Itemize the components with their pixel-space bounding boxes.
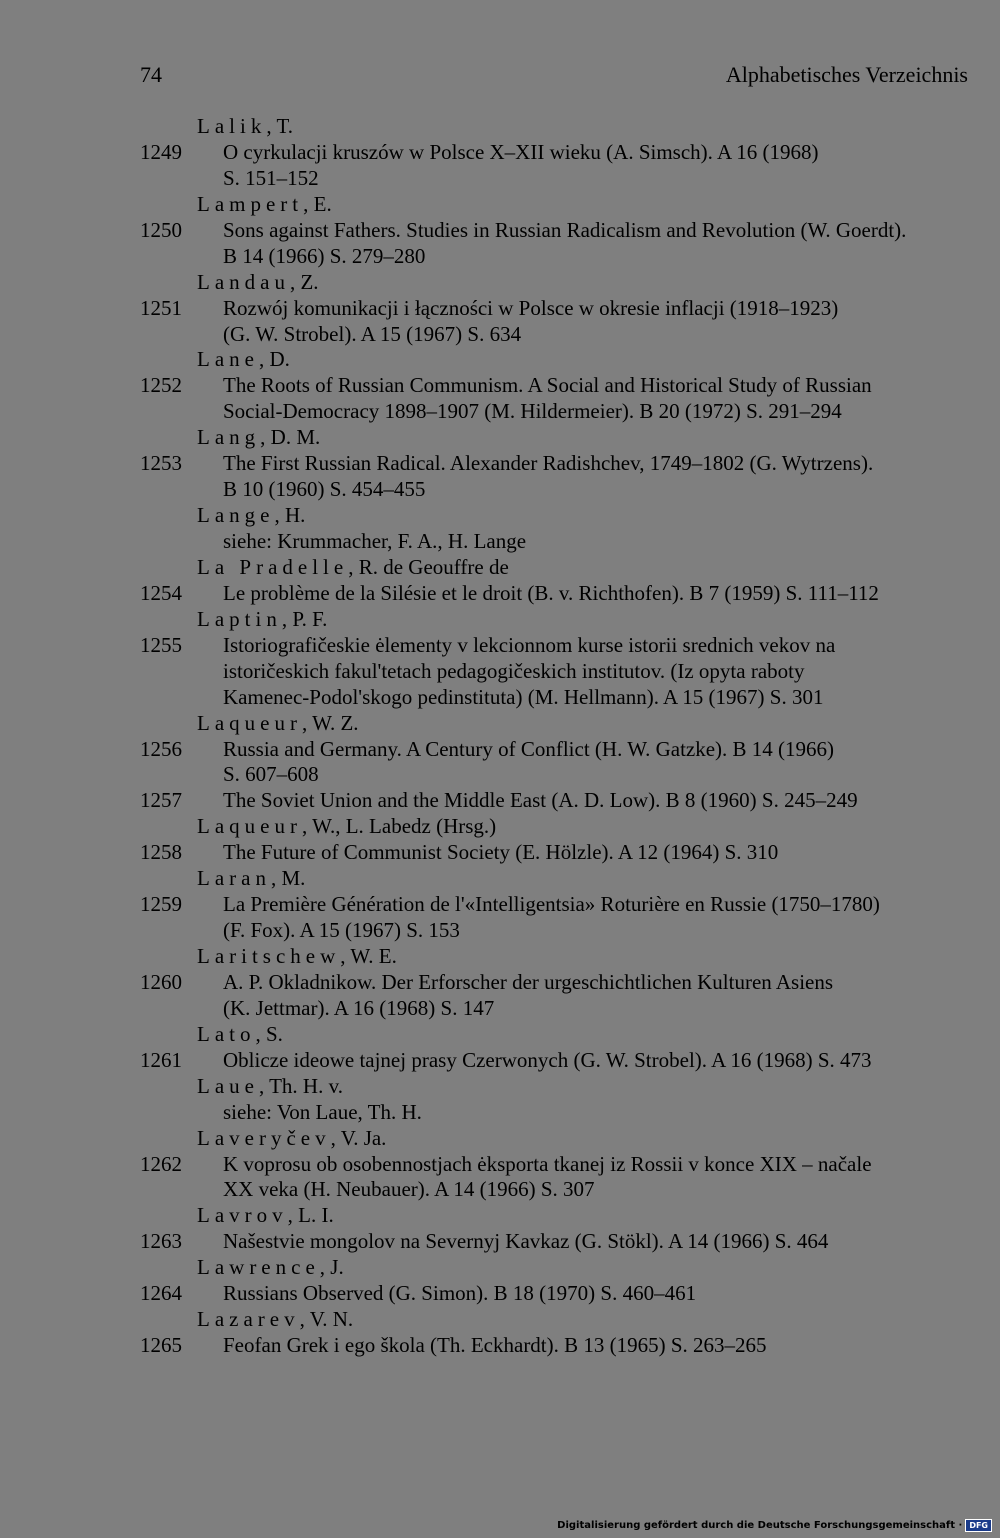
entry-text: The Future of Communist Society (E. Hölzle). A 12 (1964) S. 310: [223, 840, 779, 865]
entry-line: [0, 1048, 1000, 1074]
author-surname: Lalik: [197, 114, 267, 138]
entry-number: 1260: [140, 969, 182, 994]
author-initials: , H.: [274, 503, 306, 528]
author-heading: [0, 192, 1000, 218]
entry-text: Feofan Grek i ego škola (Th. Eckhardt). B 13 (1965) S. 263–265: [223, 1333, 767, 1358]
author-surname: Laqueur: [197, 710, 302, 735]
author-heading: [0, 1126, 1000, 1152]
entry-line: [0, 296, 1000, 322]
entry-number: 1250: [140, 217, 182, 242]
author-initials: , P. F.: [281, 606, 328, 631]
entry-text: Le problème de la Silésie et le droit (B. v. Richthofen). B 7 (1959) S. 111–112: [223, 580, 879, 605]
entry-text: B 14 (1966) S. 279–280: [223, 243, 426, 268]
author-initials: , E.: [303, 191, 332, 216]
entry-continuation: [0, 529, 1000, 555]
entry-text: siehe: Krummacher, F. A., H. Lange: [223, 529, 527, 553]
author-heading: [0, 607, 1000, 633]
entry-text: Našestvie mongolov na Severnyj Kavkaz (G. Stökl). A 14 (1966) S. 464: [223, 1229, 829, 1254]
entry-line: [0, 581, 1000, 607]
entry-number: 1256: [140, 736, 182, 761]
author-heading: [0, 866, 1000, 892]
author-line: [197, 1074, 343, 1100]
entry-continuation: [0, 762, 1000, 788]
author-heading: [0, 1307, 1000, 1333]
footer-text: Digitalisierung gefördert durch die Deutsche Forschungsgemeinschaft ·: [557, 1520, 963, 1531]
author-initials: , Th. H. v.: [258, 1073, 343, 1098]
author-heading: [0, 944, 1000, 970]
entry-line: [0, 1152, 1000, 1178]
author-heading: [0, 1022, 1000, 1048]
entry-line: [0, 970, 1000, 996]
entry-line: [0, 373, 1000, 399]
author-surname: Lange: [197, 503, 275, 528]
entry-text: K voprosu ob osobennostjach ėksporta tkanej iz Rossii v konce XIX – načale: [223, 1151, 872, 1176]
entry-number: 1261: [140, 1047, 182, 1072]
entry-number: 1259: [140, 892, 182, 917]
author-initials: , Z.: [289, 269, 319, 294]
entry-line: [0, 840, 1000, 866]
author-heading: [0, 270, 1000, 296]
entry-number: 1265: [140, 1333, 182, 1358]
author-line: [197, 425, 320, 451]
author-line: [197, 1126, 386, 1152]
author-line: [197, 711, 359, 737]
entry-text: Oblicze ideowe tajnej prasy Czerwonych (G. W. Strobel). A 16 (1968) S. 473: [223, 1047, 872, 1072]
entry-text: O cyrkulacji kruszów w Polsce X–XII wieku (A. Simsch). A 16 (1968): [223, 139, 819, 164]
entry-continuation: [0, 685, 1000, 711]
author-line: [197, 270, 319, 296]
entry-continuation: [0, 477, 1000, 503]
author-line: [197, 114, 293, 140]
entry-line: [0, 140, 1000, 166]
author-line: [197, 347, 290, 373]
footer: [557, 1519, 992, 1532]
entry-line: [0, 633, 1000, 659]
author-surname: Laqueur: [197, 814, 302, 839]
author-initials: , W., L. Labedz (Hrsg.): [301, 814, 497, 839]
author-heading: [0, 114, 1000, 140]
entry-number: 1254: [140, 580, 182, 605]
entry-text: B 10 (1960) S. 454–455: [223, 477, 426, 502]
author-surname: Lazarev: [197, 1307, 300, 1332]
entry-continuation: [0, 659, 1000, 685]
author-heading: [0, 1074, 1000, 1100]
entry-line: [0, 1333, 1000, 1359]
author-surname: Laveryčev: [197, 1125, 331, 1150]
entry-continuation: [0, 244, 1000, 270]
author-line: [197, 192, 332, 218]
entry-text: (G. W. Strobel). A 15 (1967) S. 634: [223, 321, 522, 346]
entry-number: 1258: [140, 840, 182, 865]
author-initials: , J.: [319, 1255, 344, 1280]
author-initials: , V. N.: [299, 1307, 354, 1332]
entry-line: [0, 1229, 1000, 1255]
entry-text: (K. Jettmar). A 16 (1968) S. 147: [223, 995, 495, 1020]
index-entries: [0, 114, 1000, 1359]
entry-text: The Soviet Union and the Middle East (A. D. Low). B 8 (1960) S. 245–249: [223, 788, 858, 813]
entry-number: 1262: [140, 1151, 182, 1176]
entry-continuation: [0, 996, 1000, 1022]
author-heading: [0, 555, 1000, 581]
page-header: [140, 62, 968, 98]
entry-continuation: [0, 918, 1000, 944]
entry-continuation: [0, 166, 1000, 192]
entry-number: 1264: [140, 1281, 182, 1306]
author-surname: Laptin: [197, 606, 282, 631]
author-surname: Lato: [197, 1021, 256, 1046]
author-line: [197, 866, 305, 892]
entry-text: S. 607–608: [223, 762, 319, 787]
author-initials: , L. I.: [287, 1203, 334, 1228]
entry-line: [0, 451, 1000, 477]
entry-text: Social-Democracy 1898–1907 (M. Hildermeier). B 20 (1972) S. 291–294: [223, 399, 842, 424]
entry-text: The Roots of Russian Communism. A Social and Historical Study of Russian: [223, 373, 872, 398]
entry-continuation: [0, 322, 1000, 348]
author-heading: [0, 1255, 1000, 1281]
author-initials: , V. Ja.: [330, 1125, 387, 1150]
author-surname: Laue: [197, 1073, 259, 1098]
dfg-logo: DFG: [965, 1519, 992, 1532]
entry-text: Russians Observed (G. Simon). B 18 (1970) S. 460–461: [223, 1281, 697, 1306]
entry-text: siehe: Von Laue, Th. H.: [223, 1099, 422, 1124]
author-heading: [0, 711, 1000, 737]
author-surname: Lawrence: [197, 1255, 320, 1280]
author-initials: , M.: [270, 866, 306, 891]
author-heading: [0, 425, 1000, 451]
author-line: [197, 814, 496, 840]
entry-number: 1253: [140, 451, 182, 476]
author-surname: Laritschew: [197, 944, 341, 968]
entry-number: 1249: [140, 139, 182, 164]
entry-line: [0, 218, 1000, 244]
author-surname: Lavrov: [197, 1203, 288, 1228]
author-line: [197, 1307, 353, 1333]
entry-continuation: [0, 399, 1000, 425]
author-surname: Lampert: [197, 191, 304, 216]
author-line: [197, 1022, 283, 1048]
entry-text: Rozwój komunikacji i łączności w Polsce w okresie inflacji (1918–1923): [223, 295, 839, 320]
entry-text: A. P. Okladnikow. Der Erforscher der urgeschichtlichen Kulturen Asiens: [223, 969, 834, 994]
entry-text: The First Russian Radical. Alexander Radishchev, 1749–1802 (G. Wytrzens).: [223, 451, 874, 476]
author-surname: Laran: [197, 866, 271, 891]
author-line: [197, 1255, 344, 1281]
author-initials: , R. de Geouffre de: [348, 554, 509, 579]
author-initials: , T.: [266, 114, 293, 138]
entry-continuation: [0, 1100, 1000, 1126]
author-heading: [0, 814, 1000, 840]
author-line: [197, 607, 327, 633]
entry-text: istoričeskich fakul'tetach pedagogičeskich institutov. (Iz opyta raboty: [223, 658, 805, 683]
entry-text: Istoriografičeskie ėlementy v lekcionnom kurse istorii srednich vekov na: [223, 632, 836, 657]
entry-text: Sons against Fathers. Studies in Russian Radicalism and Revolution (W. Goerdt).: [223, 217, 907, 242]
entry-number: 1252: [140, 373, 182, 398]
entry-number: 1251: [140, 295, 182, 320]
entry-line: [0, 788, 1000, 814]
entry-continuation: [0, 1177, 1000, 1203]
author-initials: , D. M.: [260, 425, 321, 450]
author-surname: Lane: [197, 347, 259, 372]
entry-line: [0, 892, 1000, 918]
author-surname: La Pradelle: [197, 554, 349, 579]
entry-number: 1257: [140, 788, 182, 813]
author-initials: , S.: [255, 1021, 283, 1046]
author-initials: , D.: [258, 347, 290, 372]
section-title: Alphabetisches Verzeichnis: [725, 62, 968, 87]
entry-line: [0, 1281, 1000, 1307]
entry-text: XX veka (H. Neubauer). A 14 (1966) S. 307: [223, 1177, 595, 1202]
entry-number: 1263: [140, 1229, 182, 1254]
author-line: [197, 944, 397, 970]
author-heading: [0, 503, 1000, 529]
page-number: 74: [140, 62, 162, 87]
author-initials: , W. Z.: [301, 710, 359, 735]
entry-number: 1255: [140, 632, 182, 657]
entry-text: Kamenec-Podol'skogo pedinstituta) (M. Hellmann). A 15 (1967) S. 301: [223, 684, 824, 709]
author-line: [197, 1203, 334, 1229]
author-initials: , W. E.: [340, 944, 397, 968]
entry-text: Russia and Germany. A Century of Conflict (H. W. Gatzke). B 14 (1966): [223, 736, 835, 761]
author-line: [197, 503, 305, 529]
entry-line: [0, 737, 1000, 763]
entry-text: La Première Génération de l'«Intelligentsia» Roturière en Russie (1750–1780): [223, 892, 880, 917]
entry-text: S. 151–152: [223, 165, 319, 190]
author-heading: [0, 347, 1000, 373]
author-heading: [0, 1203, 1000, 1229]
author-line: [197, 555, 509, 581]
author-surname: Landau: [197, 269, 290, 294]
entry-text: (F. Fox). A 15 (1967) S. 153: [223, 918, 460, 943]
author-surname: Lang: [197, 425, 261, 450]
